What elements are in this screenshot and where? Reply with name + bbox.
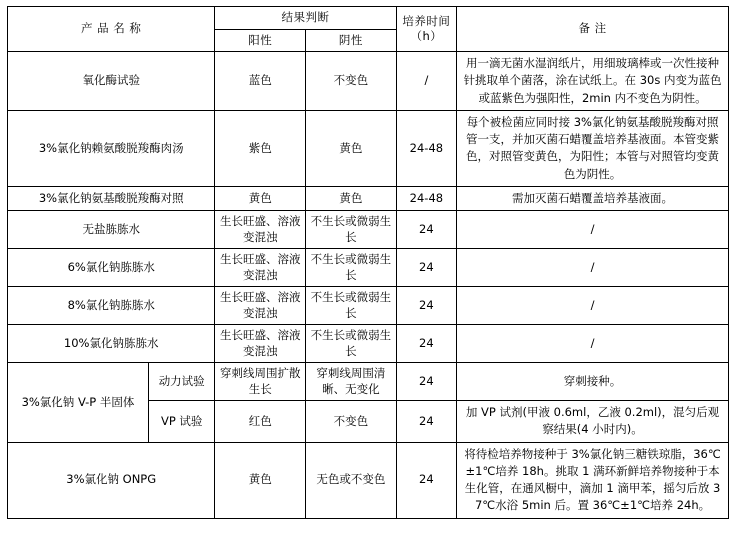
header-culture-time: 培养时间（h）: [396, 7, 456, 52]
cell-remark: 每个被检菌应同时接 3%氯化钠氨基酸脱羧酶对照管一支，并加灭菌石蜡覆盖培养基液面。本管变紫色，对照管变黄色，为阳性；本管与对照管均变黄色为阴性。: [457, 110, 729, 186]
header-positive: 阳性: [215, 29, 306, 52]
header-remark: 备 注: [457, 7, 729, 52]
cell-positive: 黄色: [215, 442, 306, 518]
cell-product-name-group: 3%氯化钠 V-P 半固体: [8, 363, 149, 443]
cell-positive: 生长旺盛、溶液变混浊: [215, 211, 306, 249]
cell-negative: 不生长或微弱生长: [306, 249, 397, 287]
cell-negative: 穿刺线周围清晰、无变化: [306, 363, 397, 401]
cell-time: 24: [396, 363, 456, 401]
cell-positive: 生长旺盛、溶液变混浊: [215, 325, 306, 363]
cell-time: 24: [396, 287, 456, 325]
biochemical-test-table: [7, 6, 729, 519]
cell-remark: 加 VP 试剂(甲液 0.6ml，乙液 0.2ml)，混匀后观察结果(4 小时内)。: [457, 401, 729, 443]
cell-positive: 生长旺盛、溶液变混浊: [215, 249, 306, 287]
table-row: [8, 442, 729, 518]
cell-remark: /: [457, 249, 729, 287]
cell-positive: 穿刺线周围扩散生长: [215, 363, 306, 401]
cell-remark: 穿刺接种。: [457, 363, 729, 401]
header-product-name: 产 品 名 称: [8, 7, 215, 52]
cell-negative: 不生长或微弱生长: [306, 325, 397, 363]
cell-positive: 黄色: [215, 186, 306, 210]
cell-negative: 无色或不变色: [306, 442, 397, 518]
table-header-row-1: [8, 7, 729, 30]
cell-remark: 用一滴无菌水湿润纸片，用细玻璃棒或一次性接种针挑取单个菌落，涂在试纸上。在 30s 内变为蓝色或蓝紫色为强阳性，2min 内不变色为阴性。: [457, 52, 729, 111]
cell-sub-test: VP 试验: [148, 401, 214, 443]
cell-positive: 紫色: [215, 110, 306, 186]
cell-product-name: 10%氯化钠胨胨水: [8, 325, 215, 363]
table-row: [8, 186, 729, 210]
cell-negative: 不变色: [306, 52, 397, 111]
cell-time: 24: [396, 442, 456, 518]
header-negative: 阴性: [306, 29, 397, 52]
cell-product-name: 3%氯化钠 ONPG: [8, 442, 215, 518]
table-row: [8, 287, 729, 325]
cell-negative: 黄色: [306, 186, 397, 210]
cell-remark: /: [457, 211, 729, 249]
table-row-group-motility: [8, 363, 729, 401]
cell-remark: 需加灭菌石蜡覆盖培养基液面。: [457, 186, 729, 210]
cell-product-name: 氧化酶试验: [8, 52, 215, 111]
table-row: [8, 110, 729, 186]
table-row: [8, 325, 729, 363]
cell-time: /: [396, 52, 456, 111]
biochemical-test-table-page: [0, 6, 736, 552]
cell-remark: 将待检培养物接种于 3%氯化钠三糖铁琼脂，36℃±1℃培养 18h。挑取 1 满环新鲜培养物接种于本生化管，在通风橱中，滴加 1 滴甲苯，摇匀后放 37℃水浴 5min 后。置 36℃±1℃培养 24h。: [457, 442, 729, 518]
table-row: [8, 249, 729, 287]
cell-positive: 蓝色: [215, 52, 306, 111]
cell-time: 24: [396, 249, 456, 287]
cell-time: 24-48: [396, 186, 456, 210]
cell-time: 24: [396, 211, 456, 249]
cell-negative: 黄色: [306, 110, 397, 186]
table-row: [8, 211, 729, 249]
cell-time: 24-48: [396, 110, 456, 186]
cell-remark: /: [457, 287, 729, 325]
table-row: [8, 52, 729, 111]
cell-product-name: 3%氯化钠氨基酸脱羧酶对照: [8, 186, 215, 210]
cell-negative: 不生长或微弱生长: [306, 287, 397, 325]
cell-positive: 生长旺盛、溶液变混浊: [215, 287, 306, 325]
cell-product-name: 3%氯化钠赖氨酸脱羧酶肉汤: [8, 110, 215, 186]
cell-positive: 红色: [215, 401, 306, 443]
cell-remark: /: [457, 325, 729, 363]
cell-product-name: 6%氯化钠胨胨水: [8, 249, 215, 287]
cell-time: 24: [396, 401, 456, 443]
cell-product-name: 8%氯化钠胨胨水: [8, 287, 215, 325]
header-result-judgement: 结果判断: [215, 7, 396, 30]
cell-sub-test: 动力试验: [148, 363, 214, 401]
cell-negative: 不变色: [306, 401, 397, 443]
cell-time: 24: [396, 325, 456, 363]
cell-negative: 不生长或微弱生长: [306, 211, 397, 249]
cell-product-name: 无盐胨胨水: [8, 211, 215, 249]
